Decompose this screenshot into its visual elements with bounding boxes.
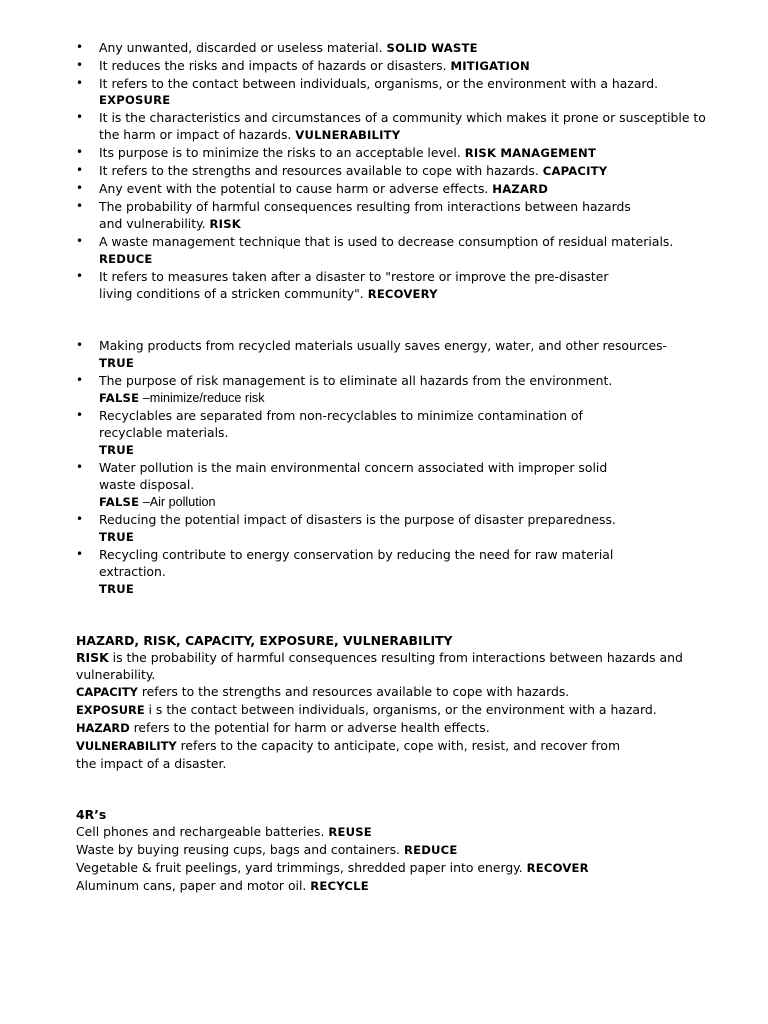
statement-text: Water pollution is the main environmental concern associated with improper solid waste disposal. [99,460,608,492]
term-label: CAPACITY [76,685,138,699]
definition-text: A waste management technique that is used to decrease consumption of residual materials. [99,234,674,249]
definition-text: Its purpose is to minimize the risks to an acceptable level. [99,145,465,160]
terms-section [76,632,728,772]
statement-text: Making products from recycled materials usually saves energy, water, and other resources- [99,338,668,353]
section-title: HAZARD, RISK, CAPACITY, EXPOSURE, VULNERABILITY [76,633,453,648]
term-text: refers to the strengths and resources available to cope with hazards. [137,684,570,699]
definition-text: The probability of harmful consequences resulting from interactions between hazards and vulnerability. [99,199,631,231]
term-definition [76,719,728,737]
definitions-list [76,39,728,303]
term-text: refers to the potential for harm or adverse health effects. [129,720,490,735]
item-text: Waste by buying reusing cups, bags and containers. [76,842,404,857]
list-item [76,233,728,268]
statement-text: Recycling contribute to energy conservation by reducing the need for raw material extraction. [99,547,614,579]
definition-text: It refers to the strengths and resources available to cope with hazards. [99,163,543,178]
statement-answer: FALSE [99,391,140,405]
term-definition [76,737,728,772]
statement-answer: TRUE [99,582,134,596]
four-rs-item [76,841,728,859]
list-item [76,75,728,109]
list-item [76,372,728,407]
term-text: is the probability of harmful consequences resulting from interactions between hazards and vulnerability. [76,650,683,682]
definition-answer: EXPOSURE [99,93,171,107]
statement-text: Recyclables are separated from non-recyclables to minimize contamination of recyclable materials. [99,408,583,440]
list-item [76,546,728,598]
term-definition [76,701,728,719]
list-item [76,198,728,233]
list-item [76,39,728,57]
statement-answer: TRUE [99,530,134,544]
definition-answer: RECOVERY [367,287,438,301]
list-item [76,407,728,459]
four-rs-item [76,859,728,877]
definition-text: It is the characteristics and circumstances of a community which makes it prone or susceptible to the harm or impact of hazards. [99,110,706,142]
statement-answer: TRUE [99,443,134,457]
statement-text: The purpose of risk management is to eliminate all hazards from the environment. [99,373,613,388]
term-label: RISK [76,650,109,665]
list-item [76,162,728,180]
definition-answer: RISK MANAGEMENT [464,146,597,160]
list-item [76,268,728,303]
term-label: EXPOSURE [76,703,145,717]
definition-answer: CAPACITY [542,164,608,178]
section-title: 4R’s [76,807,107,822]
definition-text: It reduces the risks and impacts of hazards or disasters. [99,58,451,73]
definition-answer: REDUCE [99,252,153,266]
list-item [76,57,728,75]
list-item [76,459,728,511]
statement-answer: FALSE [99,495,140,509]
list-item [76,144,728,162]
item-answer: RECOVER [526,861,589,875]
term-label: VULNERABILITY [76,739,177,753]
four-rs-item [76,877,728,895]
term-label: HAZARD [76,721,130,735]
term-text: i s the contact between individuals, organisms, or the environment with a hazard. [144,702,657,717]
definition-answer: HAZARD [492,182,549,196]
four-rs-section [76,806,728,895]
item-text: Vegetable & fruit peelings, yard trimmings, shredded paper into energy. [76,860,527,875]
list-item [76,109,728,144]
item-answer: REUSE [328,825,372,839]
item-text: Aluminum cans, paper and motor oil. [76,878,311,893]
statement-note: –minimize/reduce risk [139,391,265,405]
term-text: refers to the capacity to anticipate, cope with, resist, and recover from the impact of a disaster. [76,738,621,771]
list-item [76,511,728,546]
four-rs-item [76,823,728,841]
list-item [76,337,728,372]
definition-text: It refers to measures taken after a disaster to "restore or improve the pre-disaster living conditions of a stricken community". [99,269,609,301]
statement-note: –Air pollution [139,495,216,509]
item-text: Cell phones and rechargeable batteries. [76,824,329,839]
definition-answer: SOLID WASTE [386,41,478,55]
definition-answer: RISK [209,217,241,231]
statement-answer: TRUE [99,356,134,370]
true-false-list [76,337,728,598]
list-item [76,180,728,198]
definition-answer: MITIGATION [450,59,530,73]
statement-text: Reducing the potential impact of disasters is the purpose of disaster preparedness. [99,512,616,527]
term-definition [76,649,728,683]
definition-text: Any event with the potential to cause harm or adverse effects. [99,181,493,196]
item-answer: REDUCE [403,843,458,857]
definition-text: Any unwanted, discarded or useless material. [99,40,387,55]
definition-text: It refers to the contact between individuals, organisms, or the environment with a hazard. [99,76,659,91]
item-answer: RECYCLE [310,879,369,893]
definition-answer: VULNERABILITY [295,128,401,142]
term-definition [76,683,728,701]
